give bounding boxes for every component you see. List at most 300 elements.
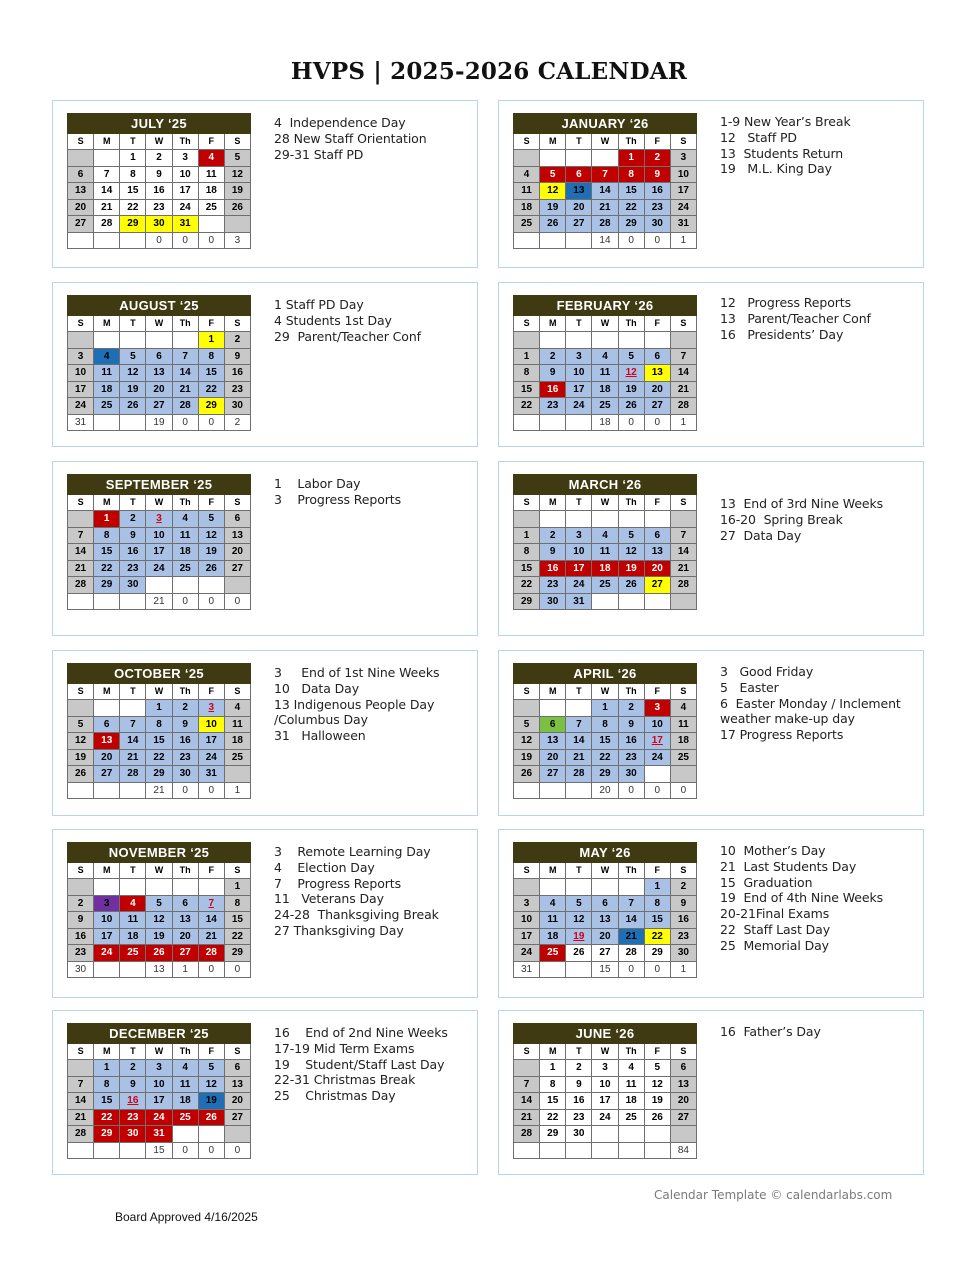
date-cell: 4 xyxy=(540,895,566,912)
date-cell: 1 xyxy=(146,700,172,717)
date-cell: 22 xyxy=(644,928,670,945)
month-panel-may-26 xyxy=(498,829,924,998)
date-cell: 18 xyxy=(670,733,696,750)
month-calendar xyxy=(513,663,697,799)
month-title: MARCH ‘26 xyxy=(514,475,697,495)
weekday-header: W xyxy=(146,495,172,511)
date-cell: 9 xyxy=(68,912,94,929)
date-cell: 11 xyxy=(94,365,120,382)
date-cell: 22 xyxy=(224,928,250,945)
month-panel-august-25 xyxy=(52,282,478,447)
month-calendar xyxy=(67,1023,251,1159)
event-line: 17 Progress Reports xyxy=(720,727,844,743)
weekday-header: M xyxy=(94,495,120,511)
date-cell: 24 xyxy=(68,398,94,415)
empty-cell xyxy=(540,700,566,717)
date-cell: 14 xyxy=(198,912,224,929)
weekday-header: M xyxy=(540,863,566,879)
total-cell: 1 xyxy=(172,961,198,978)
empty-cell xyxy=(198,216,224,233)
total-cell xyxy=(644,1142,670,1159)
date-cell: 9 xyxy=(172,716,198,733)
event-line: 6 Easter Monday / Inclement xyxy=(720,695,901,711)
date-cell: 12 xyxy=(198,1076,224,1093)
month-calendar xyxy=(513,113,697,249)
weekday-header: S xyxy=(224,134,250,150)
weekday-header: F xyxy=(644,495,670,511)
date-cell: 3 xyxy=(198,700,224,717)
total-cell xyxy=(94,593,120,610)
total-cell xyxy=(540,782,566,799)
date-cell: 8 xyxy=(94,527,120,544)
weekday-header: F xyxy=(198,495,224,511)
date-cell: 26 xyxy=(198,1109,224,1126)
date-cell: 17 xyxy=(172,183,198,200)
date-cell: 9 xyxy=(618,716,644,733)
date-cell: 24 xyxy=(146,560,172,577)
date-cell: 17 xyxy=(146,1093,172,1110)
total-cell: 21 xyxy=(146,782,172,799)
total-cell: 0 xyxy=(644,414,670,431)
weekday-header: M xyxy=(540,316,566,332)
date-cell: 20 xyxy=(224,1093,250,1110)
total-cell xyxy=(566,232,592,249)
date-cell: 13 xyxy=(644,544,670,561)
date-cell: 2 xyxy=(644,150,670,167)
date-cell: 23 xyxy=(618,749,644,766)
date-cell: 19 xyxy=(224,183,250,200)
date-cell: 7 xyxy=(670,527,696,544)
date-cell: 12 xyxy=(146,912,172,929)
empty-cell xyxy=(172,1126,198,1143)
empty-cell xyxy=(514,150,540,167)
weekday-header: Th xyxy=(618,495,644,511)
date-cell: 26 xyxy=(198,560,224,577)
date-cell: 27 xyxy=(644,398,670,415)
empty-cell xyxy=(172,577,198,594)
date-cell: 28 xyxy=(670,577,696,594)
date-cell: 1 xyxy=(224,879,250,896)
total-cell xyxy=(566,414,592,431)
date-cell: 4 xyxy=(592,348,618,365)
weekday-header: W xyxy=(592,134,618,150)
weekday-header: S xyxy=(670,316,696,332)
month-title: JUNE ‘26 xyxy=(514,1024,697,1044)
weekday-header: F xyxy=(644,684,670,700)
date-cell: 25 xyxy=(514,216,540,233)
event-line: 29-31 Staff PD xyxy=(274,146,364,162)
empty-cell xyxy=(592,1126,618,1143)
empty-cell xyxy=(670,1126,696,1143)
date-cell: 11 xyxy=(172,1076,198,1093)
date-cell: 18 xyxy=(94,381,120,398)
weekday-header: W xyxy=(592,495,618,511)
empty-cell xyxy=(540,150,566,167)
date-cell: 30 xyxy=(120,1126,146,1143)
date-cell: 10 xyxy=(670,166,696,183)
date-cell: 15 xyxy=(514,560,540,577)
date-cell: 18 xyxy=(592,560,618,577)
date-cell: 4 xyxy=(224,700,250,717)
weekday-header: W xyxy=(592,863,618,879)
date-cell: 9 xyxy=(224,348,250,365)
empty-cell xyxy=(172,879,198,896)
event-line: 16-20 Spring Break xyxy=(720,511,843,527)
weekday-header: T xyxy=(120,495,146,511)
weekday-header: Th xyxy=(618,863,644,879)
date-cell: 13 xyxy=(146,365,172,382)
date-cell: 2 xyxy=(120,511,146,528)
date-cell: 14 xyxy=(566,733,592,750)
empty-cell xyxy=(644,593,670,610)
weekday-header: S xyxy=(68,1044,94,1060)
empty-cell xyxy=(146,332,172,349)
date-cell: 14 xyxy=(592,183,618,200)
weekday-header: F xyxy=(644,316,670,332)
empty-cell xyxy=(94,700,120,717)
total-cell: 0 xyxy=(172,1142,198,1159)
date-cell: 24 xyxy=(644,749,670,766)
date-cell: 11 xyxy=(592,544,618,561)
date-cell: 22 xyxy=(618,199,644,216)
date-cell: 26 xyxy=(120,398,146,415)
date-cell: 13 xyxy=(566,183,592,200)
month-calendar xyxy=(67,474,251,610)
date-cell: 15 xyxy=(592,733,618,750)
date-cell: 28 xyxy=(566,766,592,783)
date-cell: 19 xyxy=(120,381,146,398)
date-cell: 30 xyxy=(618,766,644,783)
date-cell: 4 xyxy=(172,1060,198,1077)
month-panel-november-25 xyxy=(52,829,478,998)
event-line: 3 Remote Learning Day xyxy=(274,844,431,859)
weekday-header: T xyxy=(120,134,146,150)
date-cell: 19 xyxy=(146,928,172,945)
empty-cell xyxy=(94,332,120,349)
date-cell: 31 xyxy=(566,593,592,610)
date-cell: 10 xyxy=(566,365,592,382)
weekday-header: S xyxy=(68,316,94,332)
total-cell xyxy=(68,593,94,610)
month-title: MAY ‘26 xyxy=(514,843,697,863)
date-cell: 16 xyxy=(566,1093,592,1110)
date-cell: 17 xyxy=(68,381,94,398)
date-cell: 26 xyxy=(618,577,644,594)
date-cell: 5 xyxy=(198,511,224,528)
empty-cell xyxy=(224,766,250,783)
month-panel-march-26 xyxy=(498,461,924,636)
month-panel-april-26 xyxy=(498,650,924,816)
date-cell: 13 xyxy=(224,527,250,544)
date-cell: 12 xyxy=(224,166,250,183)
date-cell: 29 xyxy=(120,216,146,233)
total-cell xyxy=(94,1142,120,1159)
weekday-header: S xyxy=(68,863,94,879)
date-cell: 25 xyxy=(172,560,198,577)
date-cell: 17 xyxy=(146,544,172,561)
date-cell: 2 xyxy=(540,527,566,544)
date-cell: 29 xyxy=(540,1126,566,1143)
weekday-header: T xyxy=(566,134,592,150)
date-cell: 6 xyxy=(224,511,250,528)
total-cell: 0 xyxy=(224,1142,250,1159)
date-cell: 5 xyxy=(146,895,172,912)
total-cell: 0 xyxy=(618,232,644,249)
weekday-header: F xyxy=(198,316,224,332)
date-cell: 6 xyxy=(670,1060,696,1077)
date-cell: 23 xyxy=(68,945,94,962)
date-cell: 17 xyxy=(566,560,592,577)
date-cell: 12 xyxy=(618,544,644,561)
weekday-header: S xyxy=(224,684,250,700)
weekday-header: S xyxy=(68,684,94,700)
month-events xyxy=(274,476,484,508)
month-events xyxy=(720,1024,930,1040)
date-cell: 12 xyxy=(514,733,540,750)
month-events xyxy=(274,115,484,162)
total-cell: 15 xyxy=(146,1142,172,1159)
total-cell: 0 xyxy=(198,593,224,610)
date-cell: 14 xyxy=(94,183,120,200)
date-cell: 2 xyxy=(120,1060,146,1077)
weekday-header: T xyxy=(120,684,146,700)
date-cell: 9 xyxy=(540,544,566,561)
date-cell: 9 xyxy=(670,895,696,912)
empty-cell xyxy=(224,577,250,594)
total-cell: 1 xyxy=(670,414,696,431)
date-cell: 19 xyxy=(198,544,224,561)
weekday-header: T xyxy=(120,316,146,332)
date-cell: 27 xyxy=(592,945,618,962)
date-cell: 16 xyxy=(644,183,670,200)
date-cell: 21 xyxy=(618,928,644,945)
date-cell: 5 xyxy=(644,1060,670,1077)
total-cell xyxy=(68,1142,94,1159)
weekday-header: M xyxy=(94,863,120,879)
weekday-header: M xyxy=(540,1044,566,1060)
date-cell: 19 xyxy=(514,749,540,766)
weekday-header: F xyxy=(198,134,224,150)
date-cell: 23 xyxy=(566,1109,592,1126)
date-cell: 6 xyxy=(540,716,566,733)
event-line: 16 Father’s Day xyxy=(720,1024,821,1039)
empty-cell xyxy=(644,511,670,528)
weekday-header: Th xyxy=(172,863,198,879)
date-cell: 11 xyxy=(198,166,224,183)
date-cell: 28 xyxy=(514,1126,540,1143)
date-cell: 4 xyxy=(172,511,198,528)
date-cell: 24 xyxy=(514,945,540,962)
total-cell: 19 xyxy=(146,414,172,431)
date-cell: 15 xyxy=(644,912,670,929)
month-title: JULY ‘25 xyxy=(68,114,251,134)
date-cell: 23 xyxy=(146,199,172,216)
empty-cell xyxy=(566,511,592,528)
empty-cell xyxy=(514,332,540,349)
date-cell: 26 xyxy=(146,945,172,962)
date-cell: 1 xyxy=(592,700,618,717)
total-cell: 21 xyxy=(146,593,172,610)
date-cell: 13 xyxy=(224,1076,250,1093)
weekday-header: W xyxy=(146,316,172,332)
date-cell: 14 xyxy=(618,912,644,929)
date-cell: 8 xyxy=(146,716,172,733)
date-cell: 11 xyxy=(224,716,250,733)
month-events xyxy=(720,295,930,342)
date-cell: 3 xyxy=(644,700,670,717)
date-cell: 13 xyxy=(172,912,198,929)
date-cell: 8 xyxy=(592,716,618,733)
date-cell: 18 xyxy=(618,1093,644,1110)
weekday-header: W xyxy=(146,684,172,700)
empty-cell xyxy=(514,1060,540,1077)
date-cell: 3 xyxy=(172,150,198,167)
event-line: 19 End of 4th Nine Weeks xyxy=(720,890,884,906)
total-cell: 0 xyxy=(670,782,696,799)
weekday-header: S xyxy=(68,495,94,511)
weekday-header: S xyxy=(670,1044,696,1060)
weekday-header: S xyxy=(224,863,250,879)
total-cell xyxy=(94,782,120,799)
date-cell: 21 xyxy=(670,560,696,577)
date-cell: 31 xyxy=(172,216,198,233)
date-cell: 5 xyxy=(566,895,592,912)
empty-cell xyxy=(566,700,592,717)
event-line: 12 Progress Reports xyxy=(720,295,851,310)
date-cell: 15 xyxy=(224,912,250,929)
date-cell: 7 xyxy=(198,895,224,912)
weekday-header: S xyxy=(670,134,696,150)
weekday-header: F xyxy=(198,684,224,700)
date-cell: 22 xyxy=(540,1109,566,1126)
month-panel-october-25 xyxy=(52,650,478,816)
empty-cell xyxy=(670,593,696,610)
date-cell: 11 xyxy=(514,183,540,200)
empty-cell xyxy=(566,150,592,167)
date-cell: 18 xyxy=(224,733,250,750)
date-cell: 21 xyxy=(172,381,198,398)
template-credit[interactable]: Calendar Template © calendarlabs.com xyxy=(654,1188,893,1202)
date-cell: 4 xyxy=(592,527,618,544)
empty-cell xyxy=(68,1060,94,1077)
total-cell: 0 xyxy=(198,1142,224,1159)
date-cell: 15 xyxy=(146,733,172,750)
weekday-header: M xyxy=(94,134,120,150)
date-cell: 2 xyxy=(540,348,566,365)
weekday-header: F xyxy=(644,134,670,150)
date-cell: 12 xyxy=(68,733,94,750)
month-title: SEPTEMBER ‘25 xyxy=(68,475,251,495)
date-cell: 25 xyxy=(120,945,146,962)
total-cell: 0 xyxy=(146,232,172,249)
weekday-header: Th xyxy=(172,495,198,511)
date-cell: 30 xyxy=(644,216,670,233)
date-cell: 25 xyxy=(172,1109,198,1126)
date-cell: 30 xyxy=(540,593,566,610)
month-panel-january-26 xyxy=(498,100,924,268)
date-cell: 11 xyxy=(120,912,146,929)
total-cell xyxy=(540,961,566,978)
date-cell: 11 xyxy=(172,527,198,544)
weekday-header: S xyxy=(514,684,540,700)
date-cell: 27 xyxy=(644,577,670,594)
date-cell: 4 xyxy=(198,150,224,167)
date-cell: 20 xyxy=(68,199,94,216)
page-title: HVPS | 2025-2026 CALENDAR xyxy=(290,58,688,85)
date-cell: 11 xyxy=(670,716,696,733)
total-cell xyxy=(514,1142,540,1159)
date-cell: 5 xyxy=(120,348,146,365)
total-cell xyxy=(566,1142,592,1159)
date-cell: 24 xyxy=(172,199,198,216)
weekday-header: S xyxy=(514,863,540,879)
event-line: 1-9 New Year’s Break xyxy=(720,114,851,129)
total-cell: 0 xyxy=(172,232,198,249)
total-cell xyxy=(566,782,592,799)
date-cell: 28 xyxy=(120,766,146,783)
date-cell: 2 xyxy=(566,1060,592,1077)
date-cell: 8 xyxy=(94,1076,120,1093)
weekday-header: S xyxy=(224,1044,250,1060)
date-cell: 8 xyxy=(644,895,670,912)
total-cell xyxy=(592,1142,618,1159)
date-cell: 22 xyxy=(198,381,224,398)
weekday-header: W xyxy=(592,684,618,700)
date-cell: 3 xyxy=(94,895,120,912)
date-cell: 28 xyxy=(172,398,198,415)
date-cell: 25 xyxy=(670,749,696,766)
weekday-header: T xyxy=(566,316,592,332)
date-cell: 14 xyxy=(120,733,146,750)
total-cell: 31 xyxy=(514,961,540,978)
date-cell: 25 xyxy=(94,398,120,415)
event-line: weather make-up day xyxy=(720,711,855,727)
weekday-header: S xyxy=(670,495,696,511)
date-cell: 25 xyxy=(592,577,618,594)
event-line: 5 Easter xyxy=(720,679,779,695)
date-cell: 16 xyxy=(172,733,198,750)
date-cell: 10 xyxy=(68,365,94,382)
total-cell: 0 xyxy=(644,782,670,799)
total-cell xyxy=(514,232,540,249)
weekday-header: M xyxy=(94,684,120,700)
month-panel-june-26 xyxy=(498,1010,924,1175)
date-cell: 7 xyxy=(68,527,94,544)
date-cell: 29 xyxy=(618,216,644,233)
empty-cell xyxy=(566,332,592,349)
date-cell: 25 xyxy=(618,1109,644,1126)
date-cell: 26 xyxy=(566,945,592,962)
weekday-header: Th xyxy=(618,316,644,332)
month-events xyxy=(274,297,484,344)
date-cell: 10 xyxy=(566,544,592,561)
date-cell: 11 xyxy=(618,1076,644,1093)
total-cell: 13 xyxy=(146,961,172,978)
month-calendar xyxy=(67,842,251,978)
date-cell: 5 xyxy=(618,527,644,544)
month-events xyxy=(720,843,930,954)
empty-cell xyxy=(198,879,224,896)
date-cell: 4 xyxy=(618,1060,644,1077)
date-cell: 2 xyxy=(224,332,250,349)
event-line: 28 New Staff Orientation xyxy=(274,130,427,146)
date-cell: 3 xyxy=(514,895,540,912)
date-cell: 17 xyxy=(644,733,670,750)
date-cell: 27 xyxy=(540,766,566,783)
event-line: 22 Staff Last Day xyxy=(720,921,831,937)
event-line: 29 Parent/Teacher Conf xyxy=(274,328,421,344)
empty-cell xyxy=(224,1126,250,1143)
